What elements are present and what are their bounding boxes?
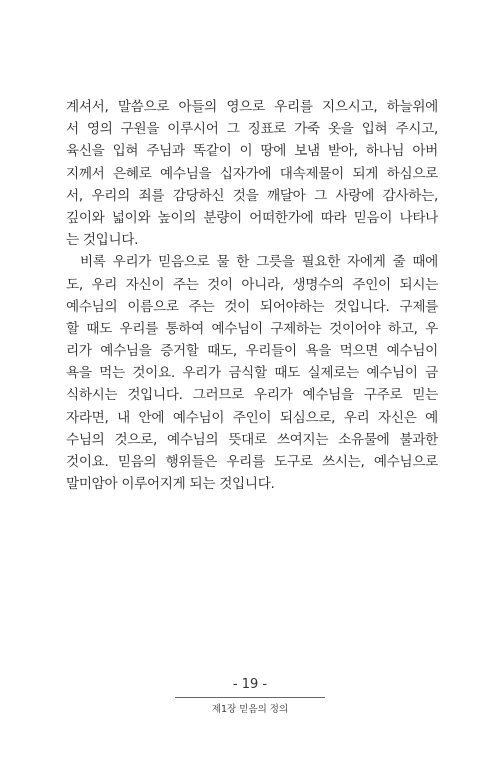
footer-divider bbox=[175, 697, 325, 698]
text-line: 는 것입니다. bbox=[66, 232, 139, 249]
text-line: 서, 우리의 죄를 감당하신 것을 깨달아 그 사랑에 감사하는, bbox=[66, 187, 438, 204]
text-line: 계셔서, 말씀으로 아들의 영으로 우리를 지으시고, 하늘위에 bbox=[66, 99, 438, 115]
text-line: 수님의 것으로, 예수님의 뜻대로 쓰여지는 소유물에 불과한 bbox=[66, 431, 438, 448]
text-line: 지께서 은혜로 예수님을 십자가에 대속제물이 되게 하심으로 bbox=[66, 165, 438, 182]
text-line: 깊이와 넓이와 높이의 분량이 어떠한가에 따라 믿음이 나타나 bbox=[66, 209, 438, 226]
text-line: 것이요. 믿음의 행위들은 우리를 도구로 쓰시는, 예수님으로 bbox=[66, 454, 438, 470]
text-line: 자라면, 내 안에 예수님이 주인이 되심으로, 우리 자신은 예 bbox=[66, 409, 438, 426]
text-line: 서 영의 구원을 이루시어 그 징표로 가죽 옷을 입혀 주시고, bbox=[66, 121, 438, 138]
text-line: 식하시는 것입니다. 그러므로 우리가 예수님을 구주로 믿는 bbox=[66, 387, 438, 404]
text-line: 할 때도 우리를 통하여 예수님이 구제하는 것이어야 하고, 우 bbox=[66, 320, 438, 337]
text-line: 비록 우리가 믿음으로 물 한 그릇을 필요한 자에게 줄 때에 bbox=[66, 254, 438, 271]
text-line: 말미암아 이루어지게 되는 것입니다. bbox=[66, 476, 275, 493]
text-line: 예수님의 이름으로 주는 것이 되어야하는 것입니다. 구제를 bbox=[66, 298, 438, 315]
text-line: 욕을 먹는 것이요. 우리가 금식할 때도 실제로는 예수님이 금 bbox=[66, 365, 438, 382]
body-text bbox=[66, 96, 438, 495]
text-line: 리가 예수님을 증거할 때도, 우리들이 욕을 먹으면 예수님이 bbox=[66, 343, 438, 360]
page-number: - 19 - bbox=[232, 677, 268, 692]
text-line: 육신을 입혀 주님과 똑같이 이 땅에 보냄 받아, 하나님 아버 bbox=[66, 143, 438, 160]
text-line: 도, 우리 자신이 주는 것이 아니라, 생명수의 주인이 되시는 bbox=[66, 276, 438, 293]
chapter-label: 제1장 믿음의 정의 bbox=[211, 704, 289, 715]
page-footer bbox=[0, 676, 500, 717]
